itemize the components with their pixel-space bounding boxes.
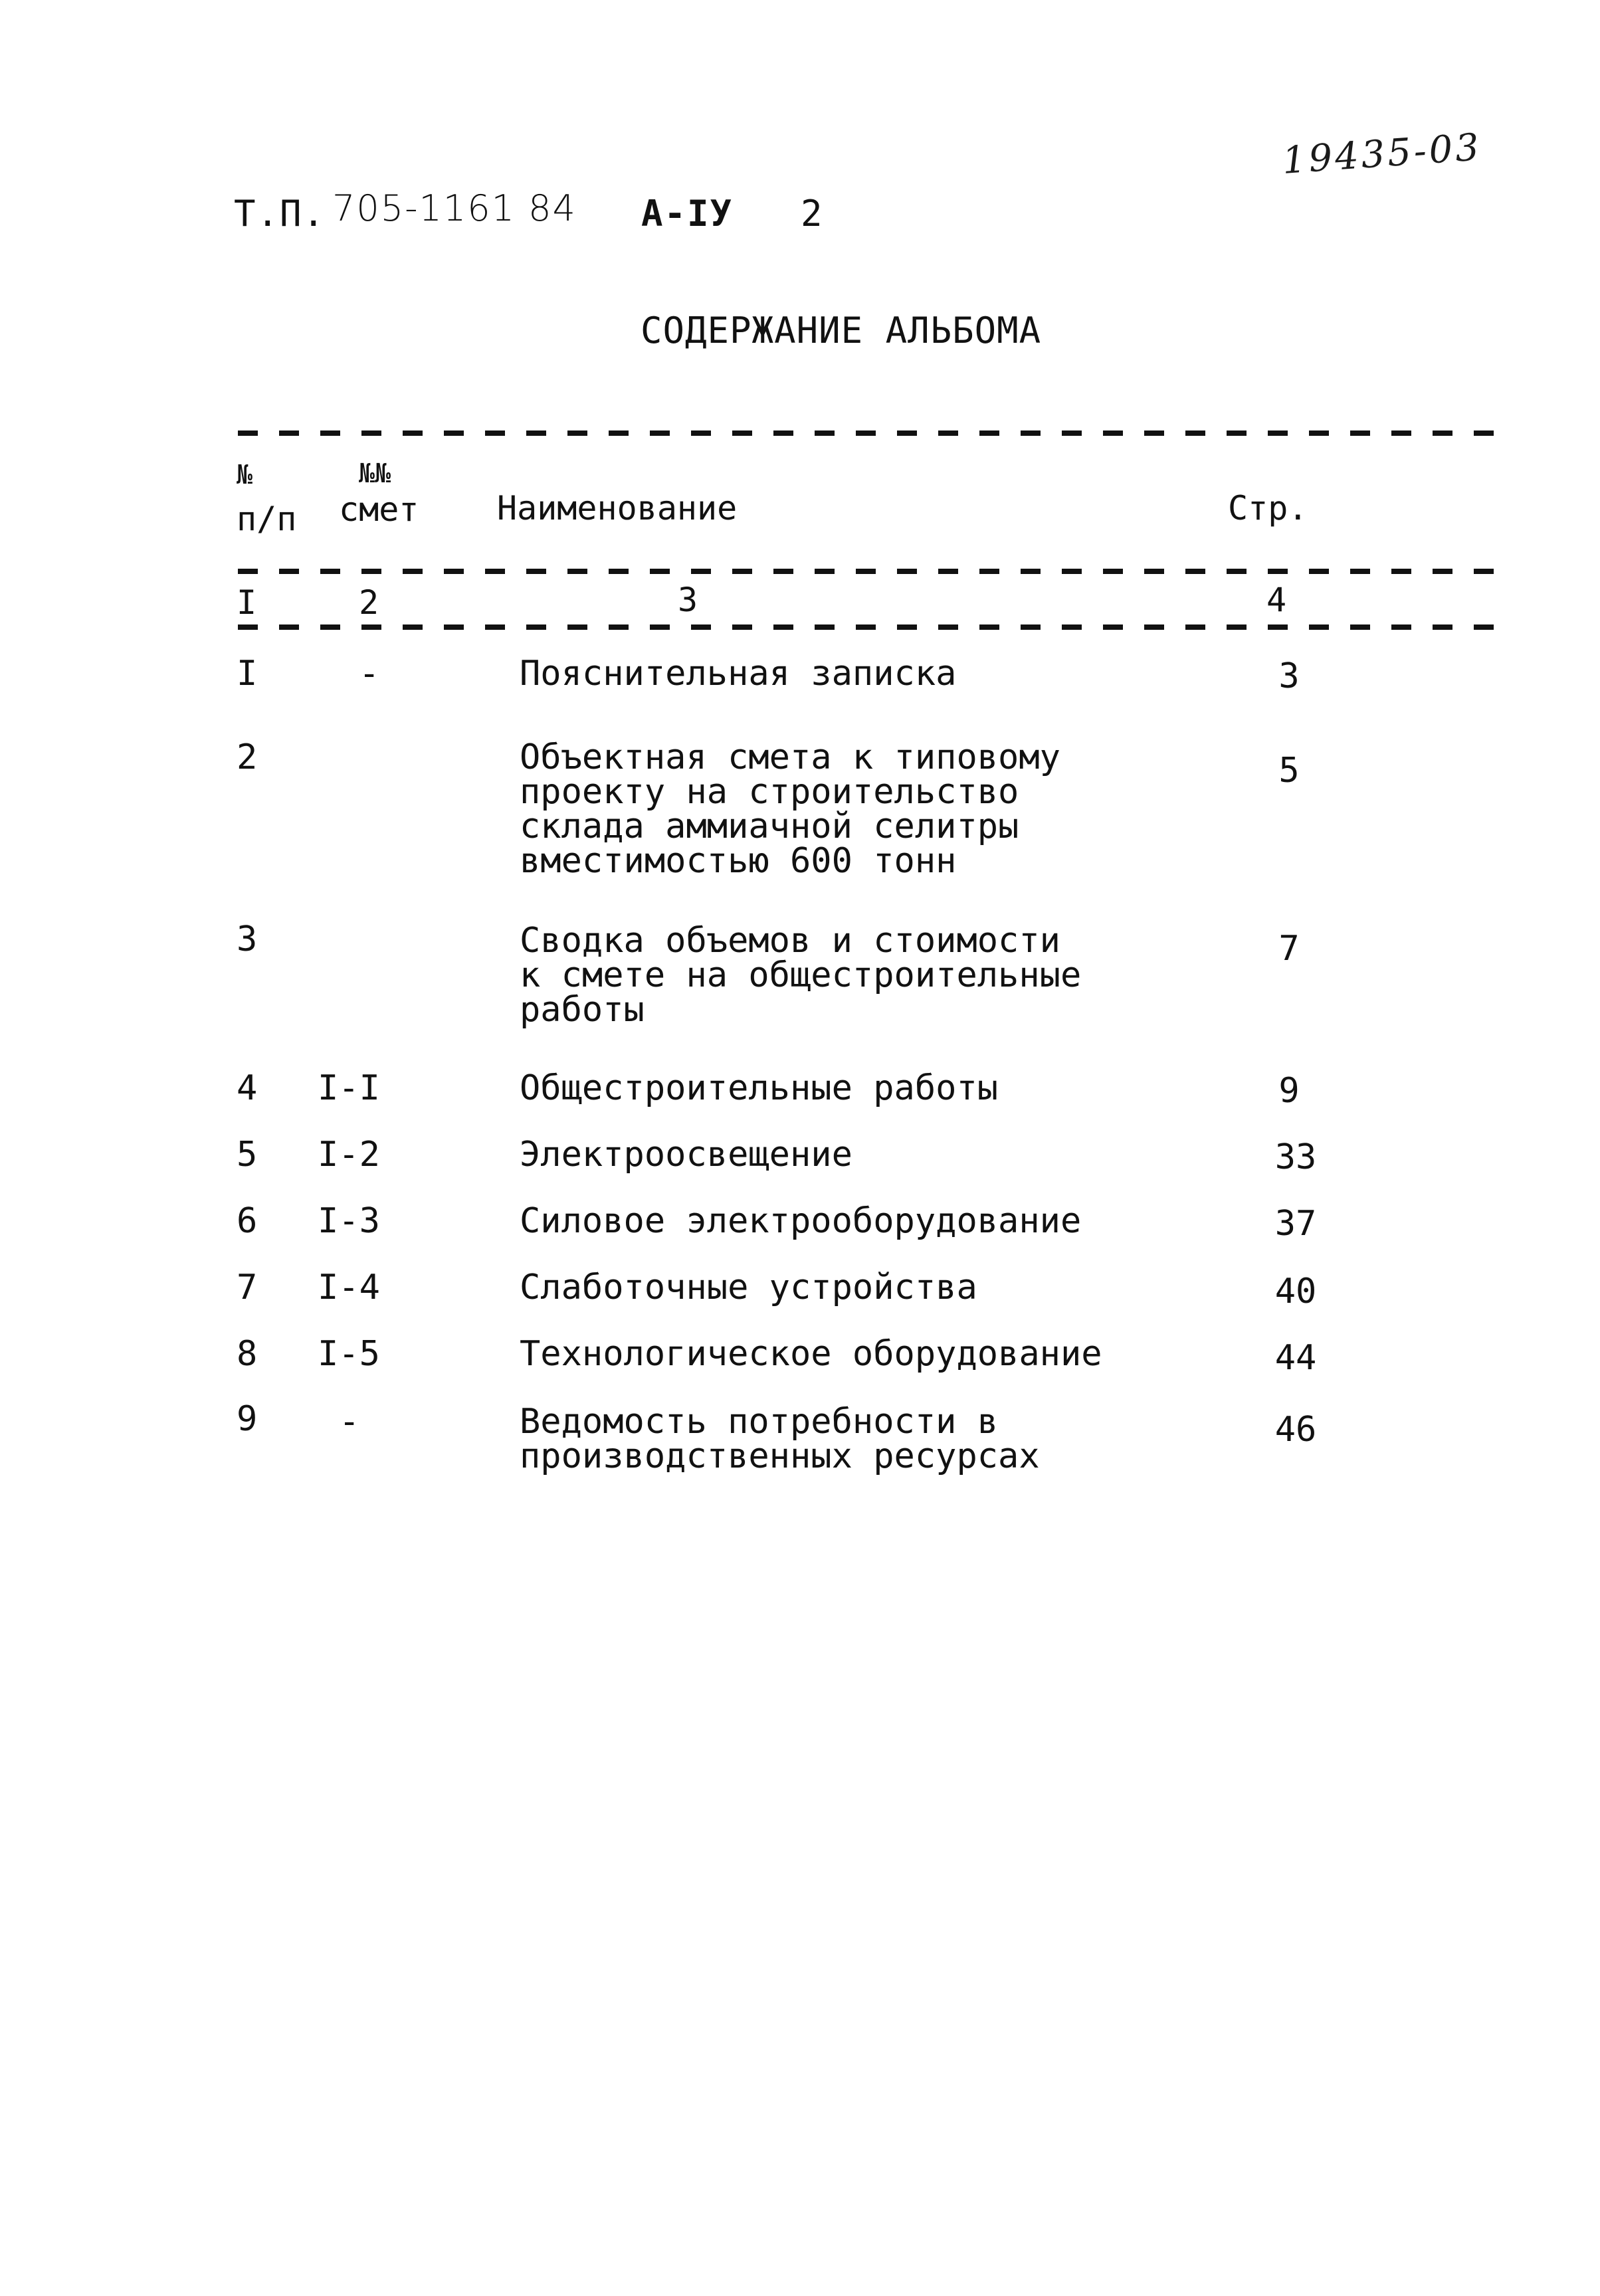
row-estimate: I-5 <box>318 1334 380 1374</box>
album-code: А-IУ <box>641 193 734 235</box>
project-number: 705-1161 84 <box>332 187 577 229</box>
row-page: 44 <box>1274 1338 1317 1378</box>
row-name: Технологическое оборудование <box>520 1334 1102 1374</box>
archive-number: 19435-03 <box>1280 126 1483 183</box>
col-number-4: 4 <box>1266 581 1287 619</box>
row-number: 5 <box>237 1135 258 1175</box>
row-estimate: I-2 <box>318 1135 380 1175</box>
row-name: Общестроительные работы <box>520 1068 999 1108</box>
row-number: 9 <box>237 1399 258 1439</box>
row-page: 7 <box>1278 929 1300 969</box>
col-num-header-line1: № <box>237 460 253 490</box>
row-page: 37 <box>1274 1204 1317 1244</box>
row-name: Объектная смета к типовому проекту на строительство склада аммиачной селитры вместимостью 600 тонн <box>520 737 1060 881</box>
row-page: 46 <box>1274 1410 1317 1450</box>
col-number-1: I <box>237 583 257 622</box>
row-name: Силовое электрооборудование <box>520 1201 1082 1241</box>
row-page: 5 <box>1278 751 1300 791</box>
row-name: Электроосвещение <box>520 1135 852 1175</box>
col-estimate-header-line1: №№ <box>359 458 391 489</box>
row-name: Сводка объемов и стоимости к смете на общестроительные работы <box>520 921 1082 1030</box>
col-estimate-header-line2: смет <box>339 490 419 529</box>
page-title: СОДЕРЖАНИЕ АЛЬБОМА <box>641 310 1042 351</box>
row-estimate: I-3 <box>318 1201 380 1241</box>
row-number: 4 <box>237 1068 258 1108</box>
row-estimate: - <box>339 1402 360 1442</box>
row-name: Ведомость потребности в производственных ресурсах <box>520 1402 1040 1476</box>
col-num-header-line2: п/п <box>237 500 297 538</box>
row-page: 9 <box>1278 1071 1300 1111</box>
sheet-number: 2 <box>801 193 824 235</box>
numbering-bottom-rule <box>238 624 1514 630</box>
row-number: 6 <box>237 1201 258 1241</box>
row-number: I <box>237 654 258 694</box>
col-page-header: Стр. <box>1228 489 1308 527</box>
row-estimate: I-4 <box>318 1268 380 1307</box>
row-name: Слаботочные устройства <box>520 1268 977 1307</box>
row-page: 33 <box>1274 1137 1317 1177</box>
row-estimate: I-I <box>318 1068 380 1108</box>
row-page: 3 <box>1278 656 1300 696</box>
row-number: 8 <box>237 1334 258 1374</box>
row-estimate: - <box>359 654 380 694</box>
row-number: 7 <box>237 1268 258 1307</box>
table-top-rule <box>238 430 1514 436</box>
col-number-3: 3 <box>678 581 698 619</box>
header-bottom-rule <box>238 569 1514 574</box>
col-name-header: Наименование <box>497 489 738 527</box>
row-name: Пояснительная записка <box>520 654 957 694</box>
row-page: 40 <box>1274 1272 1317 1311</box>
row-number: 3 <box>237 919 258 959</box>
col-number-2: 2 <box>359 583 379 622</box>
row-number: 2 <box>237 737 258 777</box>
header-prefix: Т.П. <box>234 193 326 235</box>
